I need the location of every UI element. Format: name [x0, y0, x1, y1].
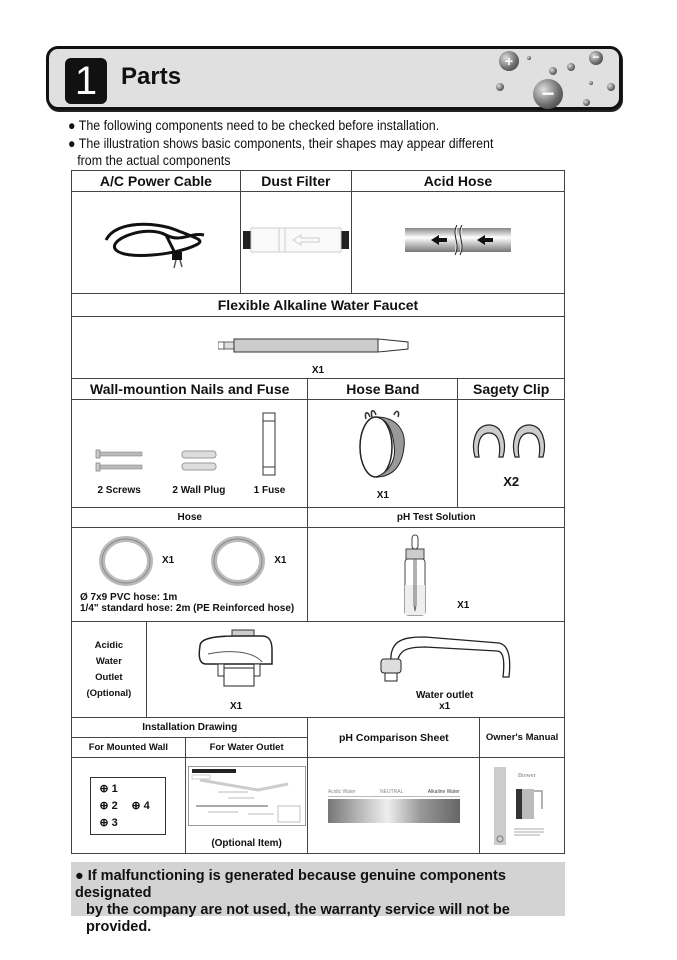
wall-nails-cell	[72, 400, 308, 508]
wall-plug-item	[172, 448, 225, 496]
power-cable-icon	[96, 210, 216, 270]
water-outlet-drawing-thumbnail	[188, 766, 306, 826]
acid-hose-icon	[403, 223, 513, 257]
hose-band-icon	[358, 407, 408, 481]
optional-item-note: (Optional Item)	[211, 838, 282, 849]
parts-table	[71, 170, 565, 854]
screw-point-2: ⊕ 2	[99, 799, 118, 812]
owners-manual-header: Owner's Manual	[480, 718, 565, 758]
small-bubble-icon	[583, 99, 590, 106]
pvc-hose-spec: Ø 7x9 PVC hose: 1m	[80, 591, 178, 603]
small-bubble-icon	[549, 67, 557, 75]
fuse-label: 1 Fuse	[253, 484, 286, 496]
water-outlet-drawing-header: For Water Outlet	[185, 738, 308, 758]
fuse-item	[254, 412, 286, 496]
hose-band-cell	[308, 400, 458, 508]
intro-bullet: ● The following components need to be checked before installation.	[68, 118, 440, 133]
faucet-qty: X1	[311, 365, 325, 376]
water-outlet-drawing-cell	[185, 758, 308, 854]
water-outlet-qty: x1	[439, 700, 451, 712]
ph-sheet-header: pH Comparison Sheet	[308, 718, 480, 758]
acidic-outlet-item	[196, 628, 276, 712]
dropper-bottle-icon	[403, 533, 427, 617]
acid-hose-header: Acid Hose	[351, 171, 564, 192]
screw-point-4: ⊕ 4	[131, 799, 150, 812]
safety-clip-header: Sagety Clip	[458, 379, 565, 400]
small-bubble-icon	[567, 63, 575, 71]
hose-cell	[72, 528, 308, 622]
ph-sheet-thumbnail: Acidic Water NEUTRAL Alkaline Water	[328, 789, 460, 823]
pe-hose-spec: 1/4" standard hose: 2m (PE Reinforced hose)	[80, 602, 295, 614]
wall-plug-label: 2 Wall Plug	[172, 484, 226, 496]
small-bubble-icon	[496, 83, 504, 91]
faucet-cell	[72, 317, 565, 379]
ph-sheet-cell	[308, 758, 480, 854]
acidic-outlet-label: Acidic Water Outlet (Optional)	[72, 622, 147, 718]
small-bubble-icon	[607, 83, 615, 91]
small-bubble-icon	[589, 81, 593, 85]
dust-filter-icon	[241, 225, 351, 255]
warranty-warning-line1: ● If malfunctioning is generated because genuine components designated	[75, 868, 506, 901]
acidic-outlet-qty: X1	[229, 700, 243, 712]
screws-item	[94, 448, 144, 496]
hose-band-qty: X1	[376, 489, 389, 501]
mounted-wall-cell	[72, 758, 186, 854]
safety-clip-icon	[471, 419, 551, 463]
pvc-hose-coil-icon	[98, 536, 154, 586]
minus-bubble-large-icon: −	[533, 79, 563, 109]
pvc-hose-qty: X1	[162, 555, 175, 566]
installation-drawing-header: Installation Drawing	[72, 718, 308, 738]
safety-clip-qty: X2	[503, 473, 520, 489]
acidic-outlet-cell	[146, 622, 564, 718]
mounted-wall-diagram	[90, 777, 166, 835]
wall-plug-icon	[179, 448, 219, 474]
screws-label: 2 Screws	[97, 484, 141, 496]
pe-hose-coil-icon	[210, 536, 266, 586]
screw-point-1: ⊕ 1	[99, 782, 118, 795]
warranty-warning-line2: by the company are not used, the warranty service will not be provided.	[86, 902, 510, 935]
ph-test-header: pH Test Solution	[308, 508, 565, 528]
acid-hose-cell	[351, 192, 564, 294]
intro-notes	[68, 117, 493, 170]
section-header	[46, 46, 622, 110]
ph-gradient-bar	[328, 799, 460, 823]
ac-power-cable-cell	[72, 192, 241, 294]
owners-manual-cell	[480, 758, 565, 854]
dust-filter-cell	[240, 192, 351, 294]
screw-icon	[94, 448, 144, 474]
dust-filter-header: Dust Filter	[240, 171, 351, 192]
svg-text:Biower: Biower	[518, 772, 536, 779]
water-outlet-label: Water outlet	[415, 689, 474, 701]
water-outlet-icon	[375, 629, 515, 685]
wall-nails-header: Wall-mountion Nails and Fuse	[72, 379, 308, 400]
water-outlet-item	[375, 629, 515, 712]
minus-bubble-icon: −	[589, 51, 603, 65]
owners-manual-thumbnail	[492, 765, 552, 847]
hose-header: Hose	[72, 508, 308, 528]
pe-hose-qty: X1	[274, 555, 287, 566]
ph-test-cell	[308, 528, 565, 622]
screw-point-3: ⊕ 3	[99, 816, 118, 829]
section-number: 1	[65, 58, 107, 104]
faucet-header: Flexible Alkaline Water Faucet	[72, 294, 565, 317]
acidic-outlet-icon	[196, 628, 276, 692]
ph-test-qty: X1	[457, 599, 470, 611]
plus-bubble-icon: +	[499, 51, 519, 71]
section-title: Parts	[121, 63, 182, 90]
intro-bullet: ● The illustration shows basic components, their shapes may appear different	[68, 135, 494, 151]
small-bubble-icon	[527, 56, 531, 60]
hose-band-header: Hose Band	[308, 379, 458, 400]
warranty-warning	[71, 862, 565, 935]
mounted-wall-header: For Mounted Wall	[72, 738, 186, 758]
ac-power-cable-header: A/C Power Cable	[72, 171, 241, 192]
safety-clip-cell	[458, 400, 565, 508]
flexible-faucet-icon	[218, 337, 418, 355]
intro-bullet-continuation: from the actual components	[77, 153, 231, 168]
fuse-icon	[261, 412, 277, 476]
